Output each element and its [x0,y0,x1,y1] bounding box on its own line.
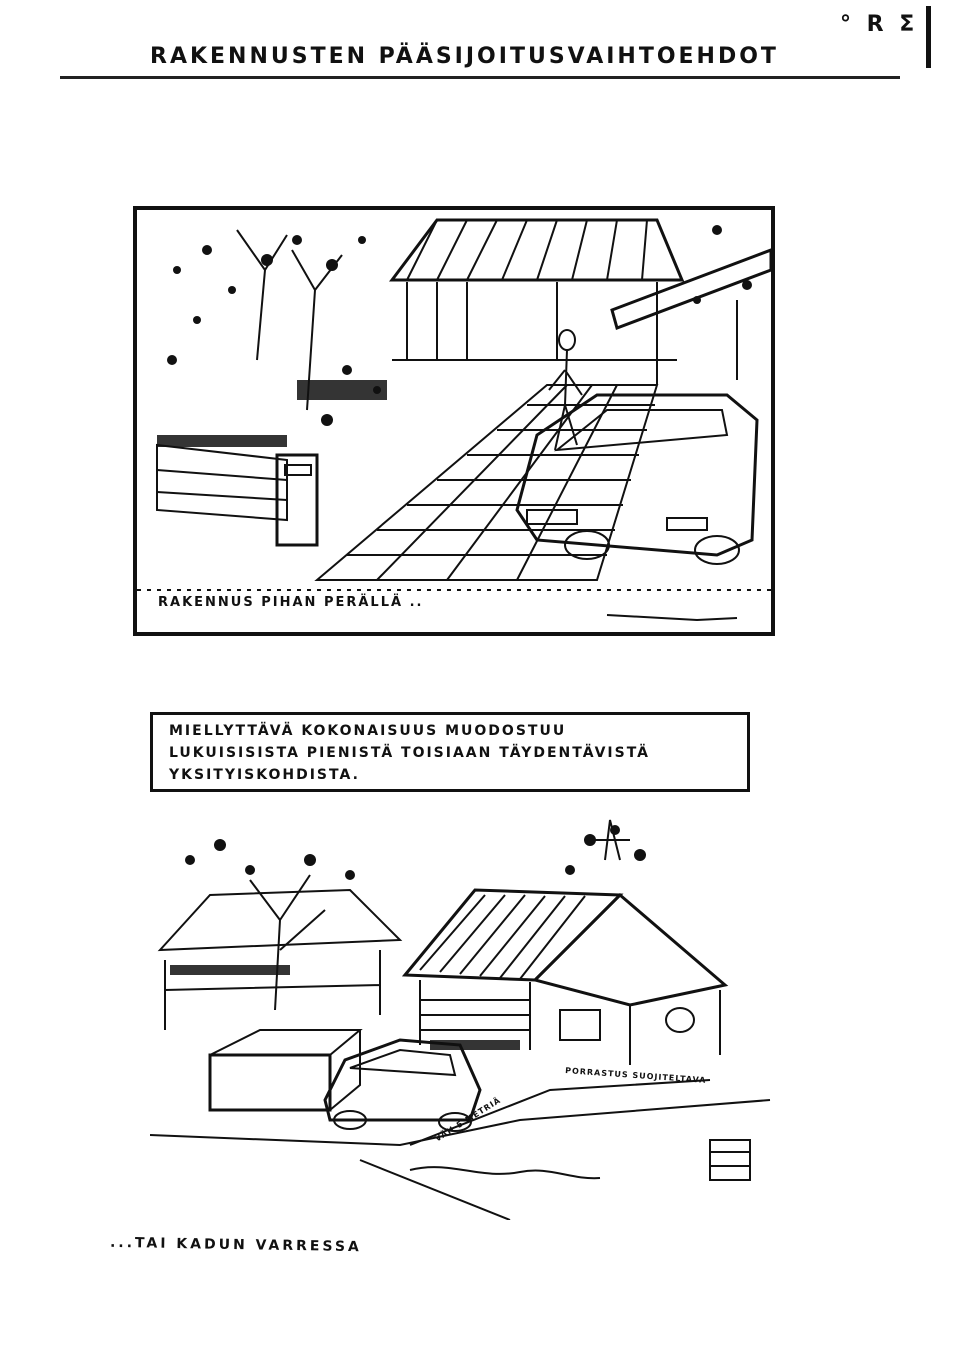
quote-line-2: LUKUISISISTA PIENISTÄ TOISIAAN TÄYDENTÄVISTÄ [169,745,651,761]
corner-bar [926,6,931,68]
artist-signature [607,615,737,620]
quote-line-1: MIELLYTTÄVÄ KOKONAISUUS MUODOSTUU [169,723,567,739]
street-house-illustration [150,800,775,1220]
page-title: RAKENNUSTEN PÄÄSIJOITUSVAIHTOEHDOT [150,44,779,69]
distance-label: VÄH 5 METRIÄ [433,1095,503,1144]
house-yard-illustration [137,210,771,632]
artist-signature-bottom [410,1167,600,1178]
bottom-sketch [150,800,775,1220]
walkway-label: PORRASTUS SUOJITELTAVA [564,1066,707,1085]
quote-line-3: YKSITYISKOHDISTA. [169,767,360,783]
corner-mark: ° R Σ [840,12,919,37]
title-underline [60,76,900,79]
bottom-sketch-caption: ...TAI KADUN VARRESSA [109,1234,362,1256]
top-sketch-frame [133,206,775,636]
top-sketch-caption: RAKENNUS PIHAN PERÄLLÄ .. [158,595,424,610]
quote-box [150,712,750,792]
